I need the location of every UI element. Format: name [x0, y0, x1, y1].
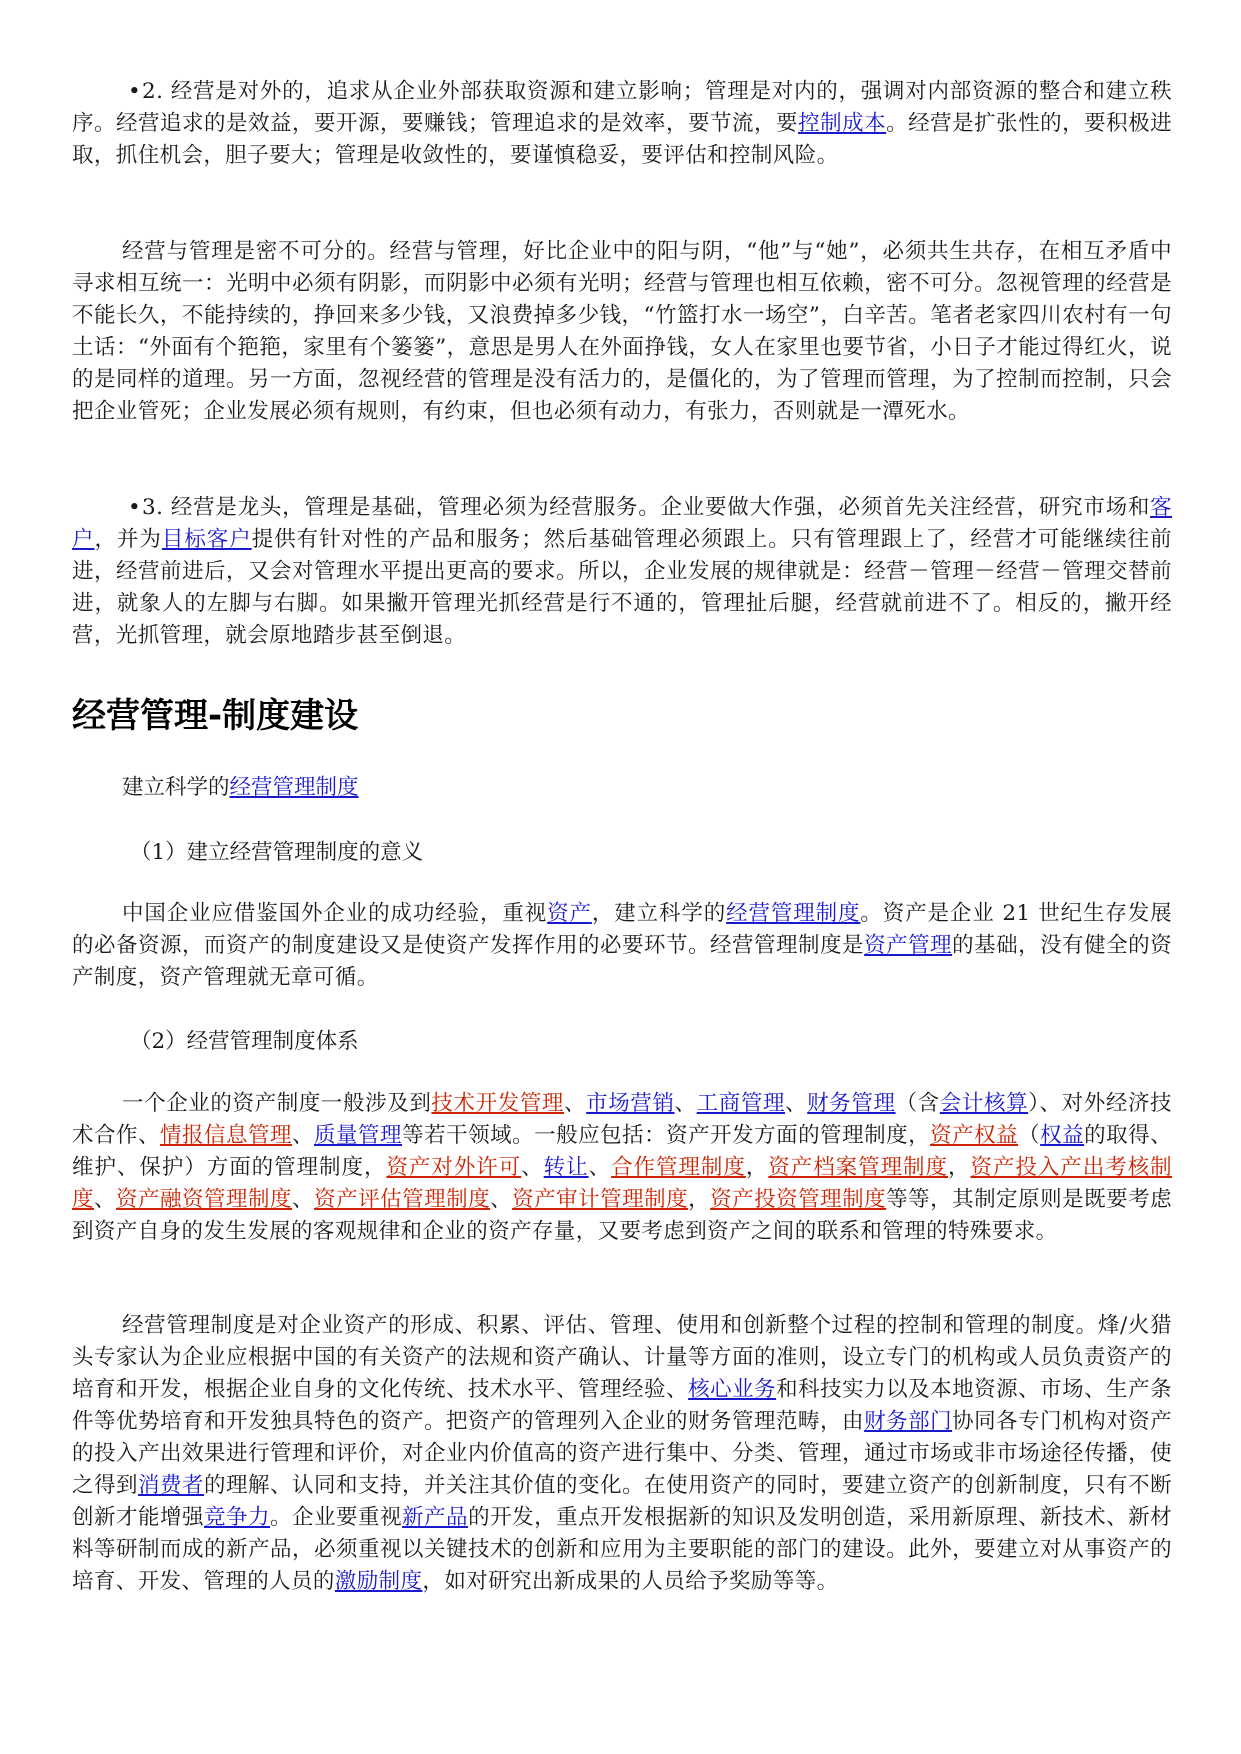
link-target-customer[interactable]: 目标客户 — [161, 527, 252, 552]
text: 、 — [521, 1155, 544, 1180]
text: 、 — [564, 1091, 587, 1116]
link-incentive-system[interactable]: 激励制度 — [334, 1569, 423, 1594]
text: （ — [1018, 1123, 1041, 1148]
paragraph-system — [72, 1088, 1172, 1248]
text: ， — [745, 1155, 769, 1180]
text: 、 — [490, 1187, 513, 1212]
text: 、 — [588, 1155, 612, 1180]
link-customer[interactable]: 客户 — [72, 495, 1172, 552]
text: 等若干领域。一般应包括：资产开发方面的管理制度， — [402, 1123, 931, 1148]
text: 的开发，重点开发根据新的知识及发明创造，采用新原理、新技术、新材料等研制而成的新产品，必须重视以关键技术的创新和应用为主要职能的部门的建设。此外，要建立对从事资产的培育、开发、管理的人员的 — [72, 1505, 1173, 1594]
paragraph-point-2 — [72, 76, 1172, 172]
text: 的基础，没有健全的资产制度，资产管理就无章可循。 — [72, 933, 1172, 990]
bullet: • — [128, 79, 142, 104]
link-tech-dev-management[interactable]: 技术开发管理 — [431, 1091, 565, 1116]
link-asset-licensing[interactable]: 资产对外许可 — [386, 1155, 522, 1180]
text: ， — [947, 1155, 971, 1180]
text: 中国企业应借鉴国外企业的成功经验，重视 — [122, 901, 548, 926]
link-management-system[interactable]: 经营管理制度 — [726, 901, 861, 926]
link-finance-dept[interactable]: 财务部门 — [864, 1409, 953, 1434]
text: 、 — [674, 1091, 697, 1116]
link-cooperation-system[interactable]: 合作管理制度 — [611, 1155, 746, 1180]
text: 经营管理制度是对企业资产的形成、积累、评估、管理、使用和创新整个过程的控制和管理的制度。烽/火猎头专家认为企业应根据中国的有关资产的法规和资产确认、计量等方面的准则，设立专门的机构或人员负责资产的培育和开发，根据企业自身的文化传统、技术水平、管理经验、 — [72, 1313, 1172, 1402]
section-heading: 经营管理-制度建设 — [72, 696, 359, 736]
link-control-cost[interactable]: 控制成本 — [798, 111, 887, 136]
text: 一个企业的资产制度一般涉及到 — [122, 1091, 432, 1116]
text: 建立科学的 — [122, 775, 230, 800]
link-asset-rights[interactable]: 资产权益 — [930, 1123, 1019, 1148]
link-core-business[interactable]: 核心业务 — [688, 1377, 777, 1402]
paragraph-definition — [72, 1310, 1172, 1598]
paragraph-point-3 — [72, 492, 1172, 652]
link-evaluation-system[interactable]: 资产评估管理制度 — [314, 1187, 491, 1212]
link-transfer[interactable]: 转让 — [543, 1155, 589, 1180]
text: 。经营是扩张性的，要积极进取，抓住机会，胆子要大；管理是收敛性的，要谨慎稳妥，要评估和控制风险。 — [72, 111, 1172, 168]
link-new-product[interactable]: 新产品 — [402, 1505, 469, 1530]
link-intelligence-management[interactable]: 情报信息管理 — [160, 1123, 293, 1148]
link-consumer[interactable]: 消费者 — [138, 1473, 205, 1498]
subheading-significance: （1）建立经营管理制度的意义 — [130, 840, 424, 865]
text: 、 — [94, 1187, 117, 1212]
link-rights[interactable]: 权益 — [1040, 1123, 1085, 1148]
text: ，并为 — [94, 527, 162, 552]
text: 2. 经营是对外的，追求从企业外部获取资源和建立影响；管理是对内的，强调对内部资源的整合和建立秩序。经营追求的是效益，要开源，要赚钱；管理追求的是效率，要节流，要 — [72, 79, 1172, 136]
paragraph-significance — [72, 898, 1172, 994]
text: ）、对外经济技术合作、 — [72, 1091, 1172, 1148]
text: 协同各专门机构对资产的投入产出效果进行管理和评价，对企业内价值高的资产进行集中、分类、管理，通过市场或非市场途径传播，使之得到 — [72, 1409, 1172, 1498]
text: 、 — [292, 1123, 315, 1148]
text: 3. 经营是龙头，管理是基础，管理必须为经营服务。企业要做大作强，必须首先关注经营，研究市场和 — [142, 495, 1151, 520]
text: （含 — [895, 1091, 940, 1116]
text: 。企业要重视 — [270, 1505, 403, 1530]
bullet: • — [128, 495, 142, 520]
text: 、 — [292, 1187, 315, 1212]
link-quality-management[interactable]: 质量管理 — [314, 1123, 403, 1148]
link-investment-system[interactable]: 资产投资管理制度 — [710, 1187, 887, 1212]
link-marketing[interactable]: 市场营销 — [586, 1091, 675, 1116]
subheading-system: （2）经营管理制度体系 — [130, 1029, 359, 1054]
paragraph-establish — [122, 772, 359, 804]
link-asset-management[interactable]: 资产管理 — [864, 933, 953, 958]
link-competitiveness[interactable]: 竞争力 — [204, 1505, 271, 1530]
text: 等等，其制定原则是既要考虑到资产自身的发生发展的客观规律和企业的资产存量，又要考虑到资产之间的联系和管理的特殊要求。 — [72, 1187, 1173, 1244]
text: 提供有针对性的产品和服务；然后基础管理必须跟上。只有管理跟上了，经营才可能继续往前进，经营前进后，又会对管理水平提出更高的要求。所以，企业发展的规律就是：经营－管理－经营－管理交替前进，就象人的左脚与右脚。如果撇开管理光抓经营是行不通的，管理扯后腿，经营就前进不了。相反的，撇开经营，光抓管理，就会原地踏步甚至倒退。 — [72, 527, 1173, 648]
text: ，建立科学的 — [591, 901, 727, 926]
link-business-management[interactable]: 工商管理 — [696, 1091, 786, 1116]
text: 的取得、维护、保护）方面的管理制度， — [72, 1123, 1173, 1180]
link-archive-system[interactable]: 资产档案管理制度 — [768, 1155, 948, 1180]
text: 的理解、认同和支持，并关注其价值的变化。在使用资产的同时，要建立资产的创新制度，只有不断创新才能增强 — [72, 1473, 1173, 1530]
paragraph-yin-yang: 经营与管理是密不可分的。经营与管理，好比企业中的阳与阴，“他”与“她”，必须共生共存，在相互矛盾中寻求相互统一：光明中必须有阴影，而阴影中必须有光明；经营与管理也相互依赖，密不可分。忽视管理的经营是不能长久，不能持续的，挣回来多少钱，又浪费掉多少钱，“竹篮打水一场空”，白辛苦。笔者老家四川农村有一句土话：“外面有个筢筢，家里有个篓篓”，意思是男人在外面挣钱，女人在家里也要节省，小日子才能过得红火，说的是同样的道理。另一方面，忽视经营的管理是没有活力的，是僵化的，为了管理而管理，为了控制而控制，只会把企业管死；企业发展必须有规则，有约束，但也必须有动力，有张力，否则就是一潭死水。 — [72, 239, 1172, 424]
link-io-assessment-system[interactable]: 资产投入产出考核制度 — [72, 1155, 1173, 1212]
link-accounting[interactable]: 会计核算 — [939, 1091, 1029, 1116]
text: ， — [688, 1187, 711, 1212]
text: 和科技实力以及本地资源、市场、生产条件等优势培育和开发独具特色的资产。把资产的管理列入企业的财务管理范畴，由 — [72, 1377, 1173, 1434]
link-management-system[interactable]: 经营管理制度 — [229, 775, 359, 800]
link-asset[interactable]: 资产 — [547, 901, 592, 926]
text: ，如对研究出新成果的人员给予奖励等等。 — [422, 1569, 839, 1594]
text: 。资产是企业 21 世纪生存发展的必备资源，而资产的制度建设又是使资产发挥作用的必要环节。经营管理制度是 — [72, 901, 1172, 958]
text: 、 — [785, 1091, 808, 1116]
link-financing-system[interactable]: 资产融资管理制度 — [116, 1187, 293, 1212]
link-financial-management[interactable]: 财务管理 — [807, 1091, 896, 1116]
link-audit-system[interactable]: 资产审计管理制度 — [512, 1187, 689, 1212]
